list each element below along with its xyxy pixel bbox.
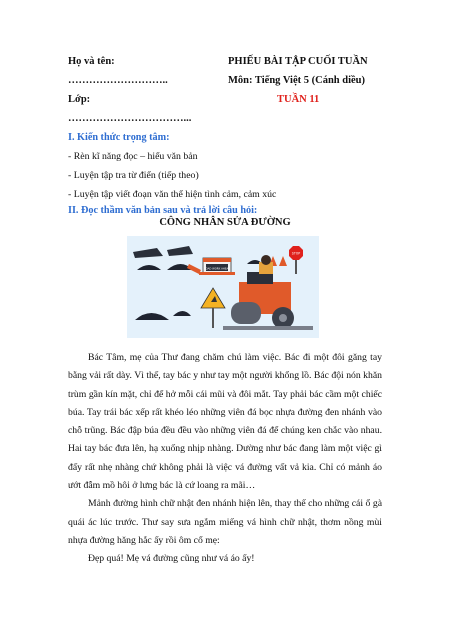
story-title: CÔNG NHÂN SỬA ĐƯỜNG — [159, 217, 291, 228]
section2-heading: II. Đọc thầm văn bản sau và trả lời câu hỏi: — [68, 205, 258, 216]
name-dots: ……………………….. — [68, 75, 168, 86]
sheet-title: PHIẾU BÀI TẬP CUỐI TUẦN — [228, 56, 368, 67]
section1-heading: I. Kiến thức trọng tâm: — [68, 132, 170, 143]
story-paragraph: Đẹp quá! Mẹ vá đường cũng như vá áo ấy! — [88, 553, 255, 565]
week-label: TUẦN 11 — [277, 94, 320, 105]
section1-item: - Rèn kĩ năng đọc – hiểu văn bản — [68, 151, 198, 162]
road-work-sign-text: ROAD WORK AHEAD — [203, 267, 231, 271]
story-paragraph: Bác Tâm, mẹ của Thư đang chăm chú làm việc. Bác đi một đôi găng tay bằng vải rất dày. Vì thế, tay bác y như tay một người khổng lồ. Bác đội nón khăn trùm gần kín mặt, chỉ để hở mỗi cái mũi và đôi mắt. Tay phải bác cầm một chiếc búa. Tay trái bác xếp rất khéo léo những viên đá bọc nhựa đường đen nhánh vào chỗ trũng. Bác đập búa đều đều vào những viên đá để chúng ken chắc vào nhau. Hai tay bác đưa lên, hạ xuống nhịp nhàng. Dường như bác đang làm một việc gì đấy rất nhẹ nhàng chứ không phải là việc vá đường vất vả kia. Chỉ có mảnh áo ướt đẫm mồ hôi ở lưng bác là cứ loang ra mãi… — [68, 352, 382, 492]
story-paragraph: Mảnh đường hình chữ nhật đen nhánh hiện lên, thay thế cho những cái ổ gà quái ác lúc trước. Thư say sưa ngắm miếng vá hình chữ nhật, thơm nồng mùi nhựa đường hăng hắc ấy rồi ôm cổ mẹ: — [68, 498, 382, 546]
section1-item: - Luyện tập viết đoạn văn thể hiện tình cảm, cảm xúc — [68, 189, 277, 200]
stop-sign-text: STOP — [291, 251, 301, 256]
section1-item: - Luyện tập tra từ điển (tiếp theo) — [68, 170, 199, 181]
road-construction-illustration — [127, 236, 319, 338]
class-label: Lớp: — [68, 94, 91, 105]
name-label: Họ và tên: — [68, 56, 115, 67]
class-dots: ……………………………... — [68, 113, 192, 124]
subject-label: Môn: Tiếng Việt 5 (Cánh diều) — [228, 75, 366, 86]
story-body — [68, 349, 382, 569]
